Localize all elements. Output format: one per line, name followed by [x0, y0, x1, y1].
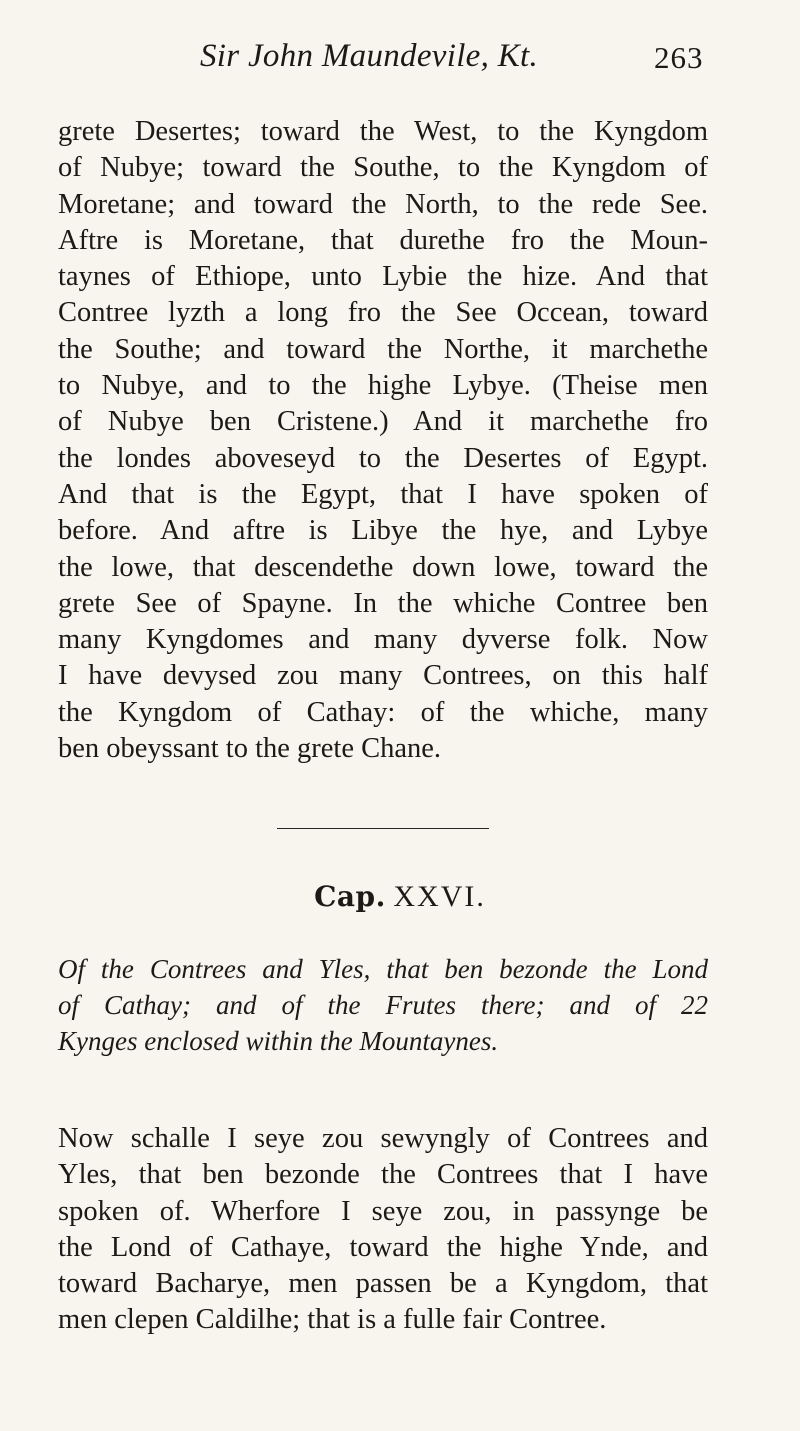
- text-line: many Kyngdomes and many dyverse folk. Now: [58, 624, 708, 656]
- text-line: Now schalle I seye zou sewyngly of Contrees and: [58, 1123, 708, 1154]
- text-line: the Southe; and toward the Northe, it marchethe: [58, 333, 708, 365]
- text-line: before. And aftre is Libye the hye, and Lybye: [58, 515, 708, 547]
- text-line: ben obeyssant to the grete Chane.: [58, 733, 442, 765]
- text-line: toward Bacharye, men passen be a Kyngdom, that: [58, 1268, 708, 1300]
- paragraph-2: [58, 1121, 708, 1339]
- text-line: spoken of. Wherfore I seye zou, in passynge be: [58, 1195, 708, 1227]
- chapter-subtitle: [58, 951, 708, 1059]
- paragraph-1: [58, 114, 708, 767]
- subtitle-line: Kynges enclosed within the Mountaynes.: [58, 1026, 499, 1056]
- chapter-numeral: XXVI.: [393, 880, 486, 913]
- text-line: of Nubye; toward the Southe, to the Kyngdom of: [58, 152, 708, 184]
- text-line: Moretane; and toward the North, to the rede See.: [58, 188, 708, 220]
- text-line: Yles, that ben bezonde the Contrees that I have: [58, 1159, 708, 1191]
- text-line: the londes aboveseyd to the Desertes of Egypt.: [58, 442, 708, 474]
- text-line: the Lond of Cathaye, toward the highe Ynde, and: [58, 1231, 708, 1263]
- text-line: Aftre is Moretane, that durethe fro the Moun-: [58, 224, 708, 256]
- running-title: Sir John Maundevile, Kt.: [200, 38, 539, 74]
- text-line: I have devysed zou many Contrees, on this half: [58, 660, 708, 692]
- subtitle-line: of Cathay; and of the Frutes there; and of 22: [58, 990, 708, 1020]
- text-line: men clepen Caldilhe; that is a fulle fair Contree.: [58, 1304, 607, 1336]
- text-line: the Kyngdom of Cathay: of the whiche, many: [58, 696, 708, 728]
- text-line: And that is the Egypt, that I have spoken of: [58, 478, 708, 510]
- section-divider: [277, 828, 489, 829]
- text-line: the lowe, that descendethe down lowe, toward the: [58, 551, 708, 583]
- text-line: taynes of Ethiope, unto Lybie the hize. And that: [58, 261, 708, 293]
- text-line: grete Desertes; toward the West, to the Kyngdom: [58, 116, 708, 147]
- text-line: grete See of Spayne. In the whiche Contree ben: [58, 587, 708, 619]
- text-line: to Nubye, and to the highe Lybye. (Theise men: [58, 370, 708, 402]
- chapter-heading: [0, 880, 800, 914]
- text-line: Contree lyzth a long fro the See Occean, toward: [58, 297, 708, 329]
- text-line: of Nubye ben Cristene.) And it marchethe fro: [58, 406, 708, 438]
- chapter-label: Cap.: [314, 880, 386, 913]
- subtitle-line: Of the Contrees and Yles, that ben bezonde the Lond: [58, 954, 708, 984]
- page-number: 263: [654, 40, 704, 75]
